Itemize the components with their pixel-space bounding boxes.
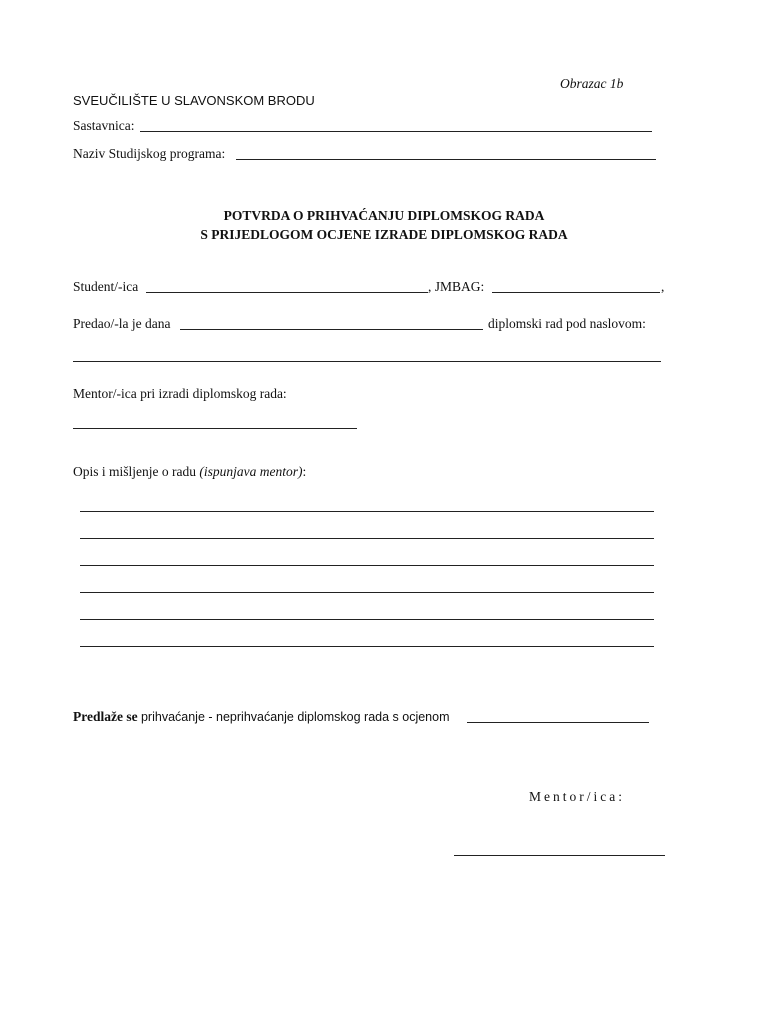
jmbag-field[interactable]	[492, 292, 660, 293]
opis-note: (ispunjava mentor)	[199, 464, 303, 479]
opis-label-row	[73, 464, 306, 480]
thesis-title-field[interactable]	[73, 361, 661, 362]
university-name: SVEUČILIŠTE U SLAVONSKOM BRODU	[73, 93, 315, 108]
opis-line-5[interactable]	[80, 619, 654, 620]
rad-label: diplomski rad pod naslovom:	[488, 316, 646, 331]
sastavnica-field[interactable]	[140, 131, 652, 132]
mentor-field[interactable]	[73, 428, 357, 429]
signature-label: Mentor/ica:	[529, 789, 625, 804]
opis-line-3[interactable]	[80, 565, 654, 566]
student-label: Student/-ica	[73, 279, 139, 294]
sastavnica-label: Sastavnica:	[73, 118, 135, 133]
proposal-row	[73, 709, 450, 725]
program-label: Naziv Studijskog programa:	[73, 146, 226, 161]
proposal-text: prihvaćanje - neprihvaćanje diplomskog rada s ocjenom	[140, 710, 450, 724]
mentor-label: Mentor/-ica pri izradi diplomskog rada:	[73, 386, 287, 401]
program-field[interactable]	[236, 159, 656, 160]
form-code: Obrazac 1b	[560, 76, 624, 91]
date-field[interactable]	[180, 329, 483, 330]
grade-field[interactable]	[467, 722, 649, 723]
opis-line-1[interactable]	[80, 511, 654, 512]
opis-colon: :	[302, 464, 307, 479]
opis-label: Opis i mišljenje o radu	[73, 464, 196, 479]
proposal-bold: Predlaže se	[73, 709, 138, 724]
student-field[interactable]	[146, 292, 428, 293]
jmbag-label: , JMBAG:	[428, 279, 485, 294]
signature-field[interactable]	[454, 855, 665, 856]
document-title-line2: S PRIJEDLOGOM OCJENE IZRADE DIPLOMSKOG RADA	[200, 227, 568, 242]
opis-line-4[interactable]	[80, 592, 654, 593]
opis-line-2[interactable]	[80, 538, 654, 539]
jmbag-comma: ,	[661, 279, 665, 294]
opis-line-6[interactable]	[80, 646, 654, 647]
predao-label: Predao/-la je dana	[73, 316, 171, 331]
document-title-line1: POTVRDA O PRIHVAĆANJU DIPLOMSKOG RADA	[223, 208, 545, 223]
